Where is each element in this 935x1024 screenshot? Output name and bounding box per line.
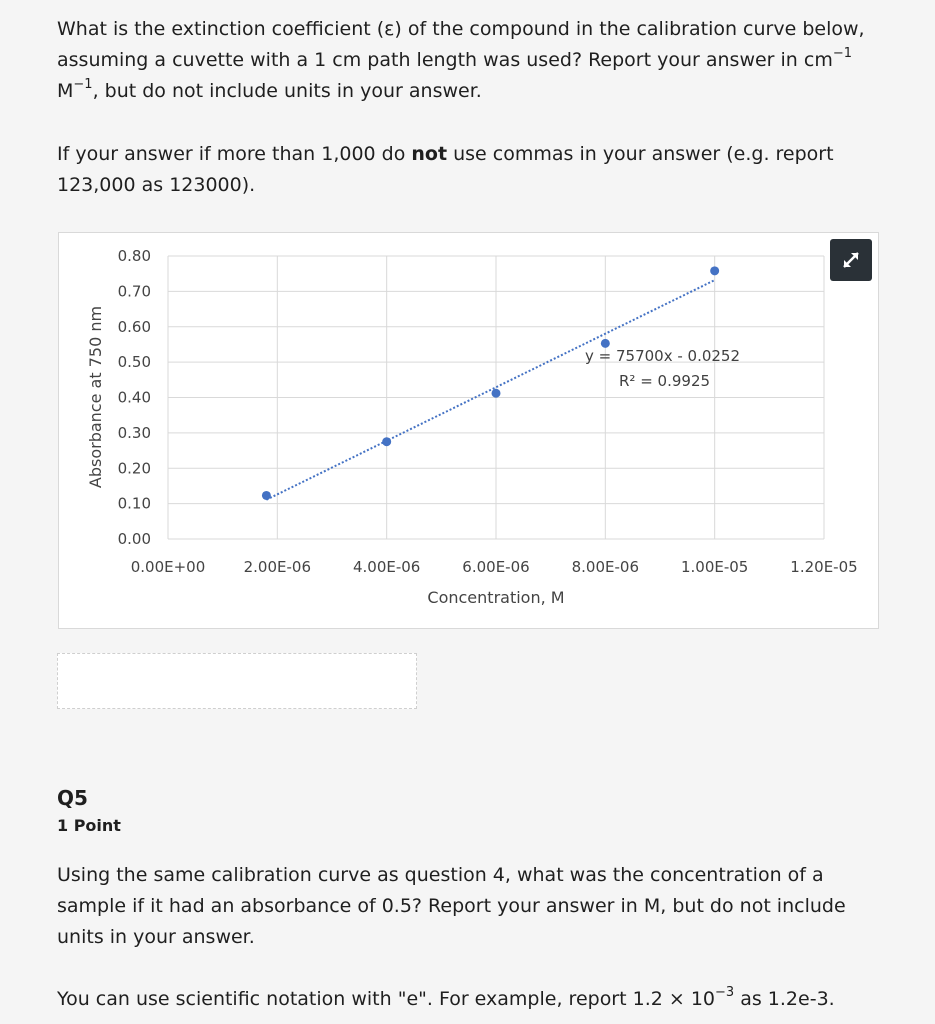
question-4-note: If your answer if more than 1,000 do not use commas in your answer (e.g. report 123,000 as 123000). — [57, 143, 834, 196]
calibration-chart — [58, 232, 879, 629]
x-tick-label: 0.00E+00 — [130, 558, 206, 576]
answer-input[interactable] — [57, 653, 417, 709]
x-tick-label: 8.00E-06 — [571, 558, 640, 576]
data-point — [710, 266, 719, 275]
x-tick-label: 2.00E-06 — [243, 558, 312, 576]
y-tick-label: 0.10 — [117, 494, 151, 513]
question-5-text: Using the same calibration curve as question 4, what was the concentration of a sample if it had an absorbance of 0.5? Report your answer in M, but do not include units in your answer. — [57, 864, 846, 948]
y-axis-title: Absorbance at 750 nm — [86, 305, 105, 489]
x-tick-label: 6.00E-06 — [462, 558, 530, 576]
expand-chart-button[interactable] — [830, 239, 872, 281]
expand-arrows-icon — [830, 239, 872, 281]
trendline-r2: R² = 0.9925 — [619, 372, 711, 390]
y-tick-label: 0.20 — [117, 459, 151, 478]
x-tick-label: 1.20E-05 — [790, 558, 858, 576]
axis-layer — [118, 247, 858, 576]
data-point — [382, 437, 391, 446]
y-tick-label: 0.60 — [117, 317, 151, 336]
question-5-note: You can use scientific notation with "e". For example, report $1.2 \times 10^{-3}$ as 1.2e-3. — [57, 984, 835, 1010]
y-tick-label: 0.70 — [117, 282, 151, 301]
x-tick-label: 4.00E-06 — [352, 558, 421, 576]
y-tick-label: 0.40 — [117, 388, 151, 407]
chart-svg — [59, 233, 880, 630]
x-axis-title: Concentration, M — [427, 588, 565, 607]
data-point — [492, 389, 501, 398]
trendline-equation: y = 75700x - 0.0252 — [585, 347, 741, 365]
data-point — [262, 491, 271, 500]
y-tick-label: 0.30 — [117, 423, 151, 442]
y-tick-label: 0.50 — [117, 353, 151, 372]
x-tick-label: 1.00E-05 — [680, 558, 749, 576]
y-tick-label: 0.00 — [117, 530, 151, 548]
question-4-text: What is the extinction coefficient (ε) of the compound in the calibration curve below, assuming a cuvette with a 1 cm path length was used? Report your answer in $cm^{-1}$ $M^{-1}$, but do not include units in your answer. — [57, 18, 865, 102]
question-5-points: 1 Point — [57, 816, 121, 835]
question-5-label: Q5 — [57, 786, 88, 810]
y-tick-label: 0.80 — [117, 247, 151, 265]
